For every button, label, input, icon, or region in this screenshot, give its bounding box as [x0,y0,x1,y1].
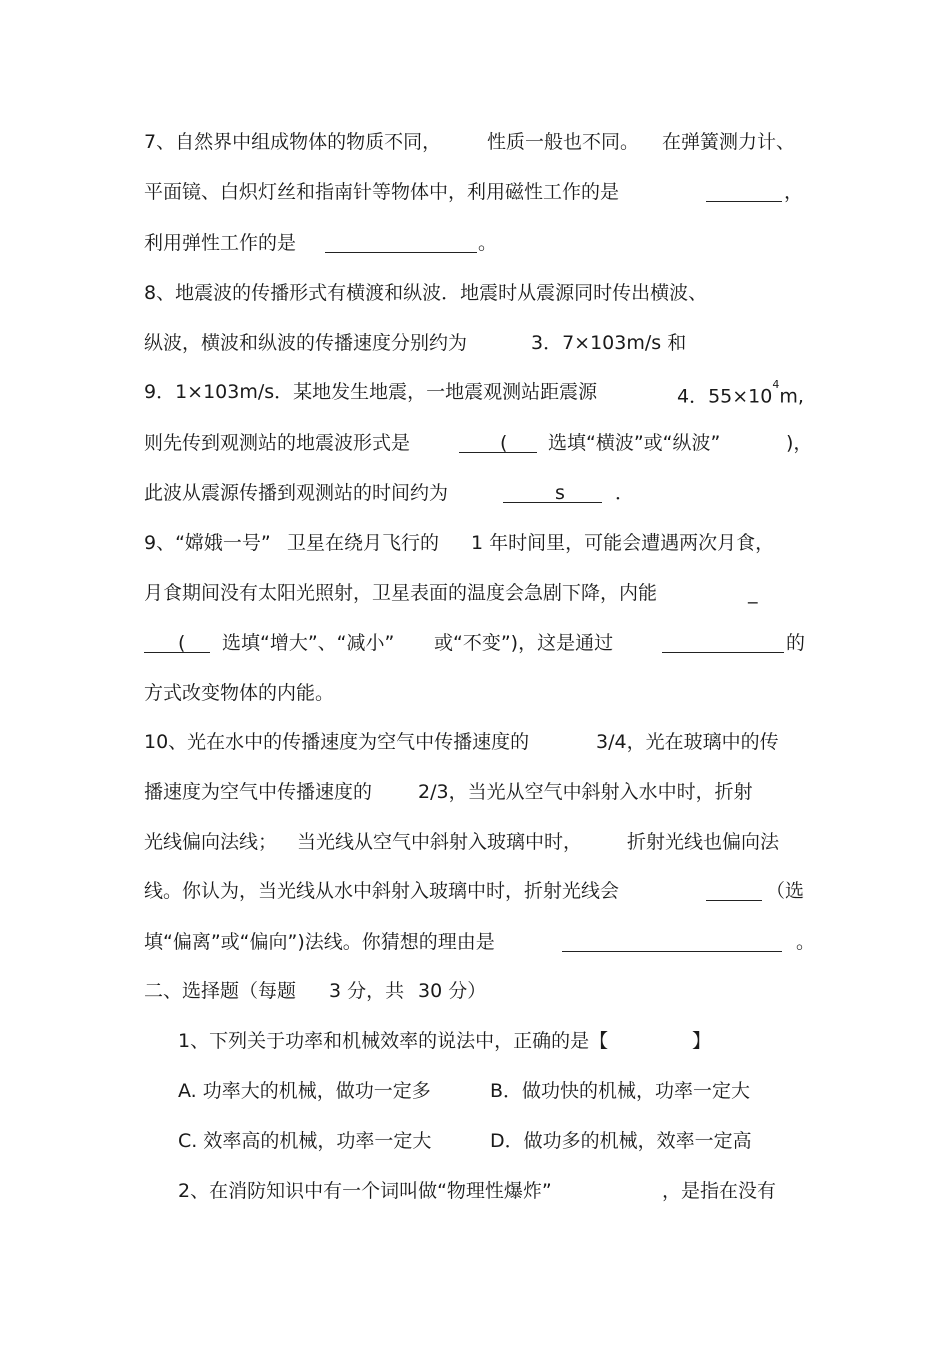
q8-text [677,377,804,411]
q10-text: 填“偏离”或“偏向”)法线。你猜想的理由是 [144,931,495,953]
section-title: 3 分，共 [329,980,405,1002]
q7-line-3 [0,228,950,258]
q9-line-3 [0,628,950,658]
q7-line-2 [0,177,950,207]
q8-text: 9．1×103m∕s．某地发生地震，一地震观测站距震源 [144,381,598,403]
q10-text: 线。你认为，当光线从水中斜射入玻璃中时，折射光线会 [144,880,620,902]
q8-text: ． [615,482,635,504]
q7-text: 。 [478,232,498,254]
q10-text: 2/3，当光从空气中斜射入水中时，折射 [418,781,753,803]
q9-text: 选填“增大”、“减小” [222,632,395,654]
q8-text: 选填“横波”或“纵波” [548,432,721,454]
q9-text: 9、“嫦娥一号” [144,532,271,554]
q8-text: )， [786,432,813,454]
answer-blank [562,927,782,952]
option-d: D．做功多的机械，效率一定高 [490,1130,752,1152]
q10-text: 。 [796,931,816,953]
answer-blank [706,876,762,901]
q10-text: （选 [766,880,805,902]
q8-text: 8、地震波的传播形式有横渡和纵波．地震时从震源同时传出横波、 [144,282,708,304]
mc1-text: 1、下列关于功率和机械效率的说法中，正确的是【 [178,1030,609,1052]
mc1-options-ab [0,1076,950,1106]
mc2-stem [0,1176,950,1206]
q9-text: 卫星在绕月飞行的 [287,532,440,554]
q10-text: 10、光在水中的传播速度为空气中传播速度的 [144,731,530,753]
q7-text: 性质一般也不同。 [487,131,640,153]
exponent: 4 [772,378,780,391]
q9-line-2 [0,578,950,608]
q10-line-2 [0,777,950,807]
q10-text: 当光线从空气中斜射入玻璃中时， [297,831,583,853]
mc1-options-cd [0,1126,950,1156]
q8-text: m, [779,385,804,408]
answer-blank [325,228,477,253]
q10-line-1 [0,727,950,757]
q8-text: 3．7×103m∕s 和 [531,332,687,354]
section-title: 二、选择题（每题 [144,980,297,1002]
q9-text: _ [748,582,758,604]
q10-text: 播速度为空气中传播速度的 [144,781,373,803]
q9-text: 1 年时间里，可能会遭遇两次月食， [471,532,775,554]
q9-text: 或“不变”)，这是通过 [434,632,614,654]
q8-text: ( [500,432,508,454]
answer-blank [144,628,210,653]
mc2-text: 2、在消防知识中有一个词叫做“物理性爆炸” [178,1180,552,1202]
q10-line-5 [0,927,950,957]
q10-line-4 [0,876,950,906]
answer-blank [706,177,782,202]
q10-text: 折射光线也偏向法 [627,831,780,853]
q7-text: ， [784,181,804,203]
q8-text: 纵波，横波和纵波的传播速度分别约为 [144,332,468,354]
q9-text: 的 [786,632,806,654]
q10-text: 3/4，光在玻璃中的传 [596,731,779,753]
mc1-text: 】 [692,1030,712,1052]
q9-line-1 [0,528,950,558]
q9-text: ( [178,632,186,654]
q7-line-1 [0,127,950,157]
q7-text: 平面镜、白炽灯丝和指南针等物体中，利用磁性工作的是 [144,181,620,203]
section-title: 30 分） [418,980,487,1002]
q8-text: s [555,482,565,504]
q8-text: 4．55×10 [677,385,773,408]
q10-text: 光线偏向法线； [144,831,278,853]
q8-text: 此波从震源传播到观测站的时间约为 [144,482,449,504]
mc1-stem [0,1026,950,1056]
q7-text: 利用弹性工作的是 [144,232,297,254]
q10-line-3 [0,827,950,857]
q7-text: 在弹簧测力计、 [662,131,796,153]
q9-line-4 [0,678,950,708]
q8-line-5 [0,478,950,508]
option-a: A. 功率大的机械，做功一定多 [178,1080,431,1102]
q9-text: 方式改变物体的内能。 [144,682,335,704]
option-b: B．做功快的机械，功率一定大 [490,1080,751,1102]
q9-text: 月食期间没有太阳光照射，卫星表面的温度会急剧下降，内能 [144,582,658,604]
q7-text: 7、自然界中组成物体的物质不同， [144,131,442,153]
answer-blank [662,628,784,653]
q8-line-3 [0,377,950,407]
q8-line-4 [0,428,950,458]
answer-blank [503,478,602,503]
section-heading [0,976,950,1006]
q8-line-2 [0,328,950,358]
q8-text: 则先传到观测站的地震波形式是 [144,432,411,454]
answer-blank [459,428,537,453]
option-c: C. 效率高的机械，功率一定大 [178,1130,432,1152]
mc2-text: ，是指在没有 [662,1180,777,1202]
q8-line-1 [0,278,950,308]
